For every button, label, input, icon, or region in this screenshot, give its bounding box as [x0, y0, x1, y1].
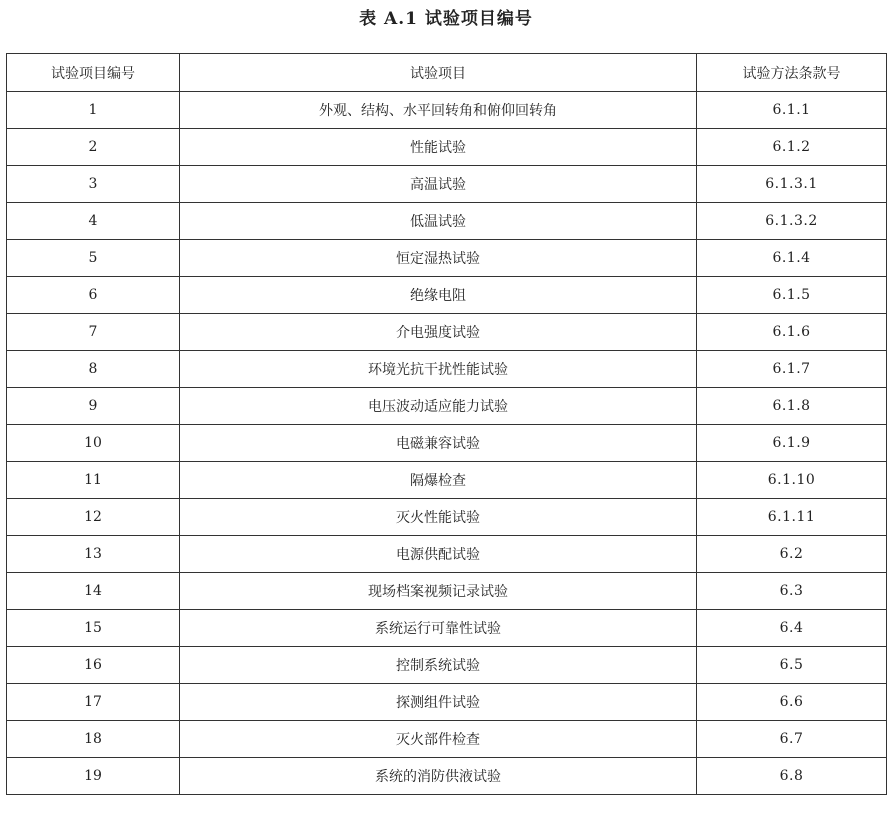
table-row [7, 425, 887, 462]
cell-method-clause: 6.1.6 [697, 314, 887, 351]
table-row [7, 351, 887, 388]
cell-item-number: 1 [7, 92, 180, 129]
cell-method-clause: 6.7 [697, 721, 887, 758]
cell-method-clause: 6.1.8 [697, 388, 887, 425]
table-row [7, 684, 887, 721]
cell-item-number: 17 [7, 684, 180, 721]
cell-item-number: 18 [7, 721, 180, 758]
cell-item-number: 15 [7, 610, 180, 647]
cell-item-name: 隔爆检查 [180, 462, 697, 499]
cell-item-name: 介电强度试验 [180, 314, 697, 351]
cell-item-number: 6 [7, 277, 180, 314]
table-body [7, 92, 887, 795]
cell-item-name: 控制系统试验 [180, 647, 697, 684]
cell-item-number: 14 [7, 573, 180, 610]
cell-item-number: 4 [7, 203, 180, 240]
header-item-name: 试验项目 [180, 54, 697, 92]
cell-item-number: 12 [7, 499, 180, 536]
cell-item-name: 灭火性能试验 [180, 499, 697, 536]
cell-method-clause: 6.5 [697, 647, 887, 684]
cell-item-name: 系统的消防供液试验 [180, 758, 697, 795]
cell-item-number: 9 [7, 388, 180, 425]
cell-item-name: 电源供配试验 [180, 536, 697, 573]
cell-method-clause: 6.1.3.1 [697, 166, 887, 203]
cell-method-clause: 6.1.5 [697, 277, 887, 314]
cell-method-clause: 6.1.3.2 [697, 203, 887, 240]
table-row [7, 166, 887, 203]
cell-item-number: 10 [7, 425, 180, 462]
table-header-row [7, 54, 887, 92]
header-item-number: 试验项目编号 [7, 54, 180, 92]
table-row [7, 314, 887, 351]
cell-item-number: 8 [7, 351, 180, 388]
cell-item-name: 性能试验 [180, 129, 697, 166]
cell-item-number: 3 [7, 166, 180, 203]
cell-method-clause: 6.1.1 [697, 92, 887, 129]
cell-method-clause: 6.1.10 [697, 462, 887, 499]
table-row [7, 388, 887, 425]
table-row [7, 129, 887, 166]
cell-method-clause: 6.2 [697, 536, 887, 573]
cell-item-name: 低温试验 [180, 203, 697, 240]
cell-method-clause: 6.1.9 [697, 425, 887, 462]
cell-method-clause: 6.1.2 [697, 129, 887, 166]
table-title: 表 A.1 试验项目编号 [359, 9, 533, 29]
table-row [7, 499, 887, 536]
cell-item-name: 系统运行可靠性试验 [180, 610, 697, 647]
cell-item-name: 探测组件试验 [180, 684, 697, 721]
table-row [7, 277, 887, 314]
table-row [7, 203, 887, 240]
cell-item-number: 7 [7, 314, 180, 351]
cell-item-name: 电压波动适应能力试验 [180, 388, 697, 425]
cell-method-clause: 6.1.4 [697, 240, 887, 277]
table-row [7, 462, 887, 499]
cell-method-clause: 6.4 [697, 610, 887, 647]
cell-item-name: 电磁兼容试验 [180, 425, 697, 462]
cell-item-name: 灭火部件检查 [180, 721, 697, 758]
cell-item-name: 环境光抗干扰性能试验 [180, 351, 697, 388]
table-row [7, 240, 887, 277]
table-row [7, 92, 887, 129]
test-items-table [6, 53, 887, 795]
cell-method-clause: 6.1.11 [697, 499, 887, 536]
cell-item-number: 2 [7, 129, 180, 166]
cell-method-clause: 6.1.7 [697, 351, 887, 388]
table-row [7, 536, 887, 573]
table-row [7, 573, 887, 610]
cell-item-name: 外观、结构、水平回转角和俯仰回转角 [180, 92, 697, 129]
cell-item-number: 5 [7, 240, 180, 277]
cell-method-clause: 6.6 [697, 684, 887, 721]
cell-item-name: 恒定湿热试验 [180, 240, 697, 277]
cell-method-clause: 6.3 [697, 573, 887, 610]
header-method-clause: 试验方法条款号 [697, 54, 887, 92]
table-row [7, 721, 887, 758]
cell-method-clause: 6.8 [697, 758, 887, 795]
table-row [7, 758, 887, 795]
cell-item-number: 13 [7, 536, 180, 573]
table-row [7, 647, 887, 684]
table-row [7, 610, 887, 647]
cell-item-name: 现场档案视频记录试验 [180, 573, 697, 610]
cell-item-number: 19 [7, 758, 180, 795]
cell-item-number: 11 [7, 462, 180, 499]
cell-item-name: 高温试验 [180, 166, 697, 203]
cell-item-number: 16 [7, 647, 180, 684]
cell-item-name: 绝缘电阻 [180, 277, 697, 314]
